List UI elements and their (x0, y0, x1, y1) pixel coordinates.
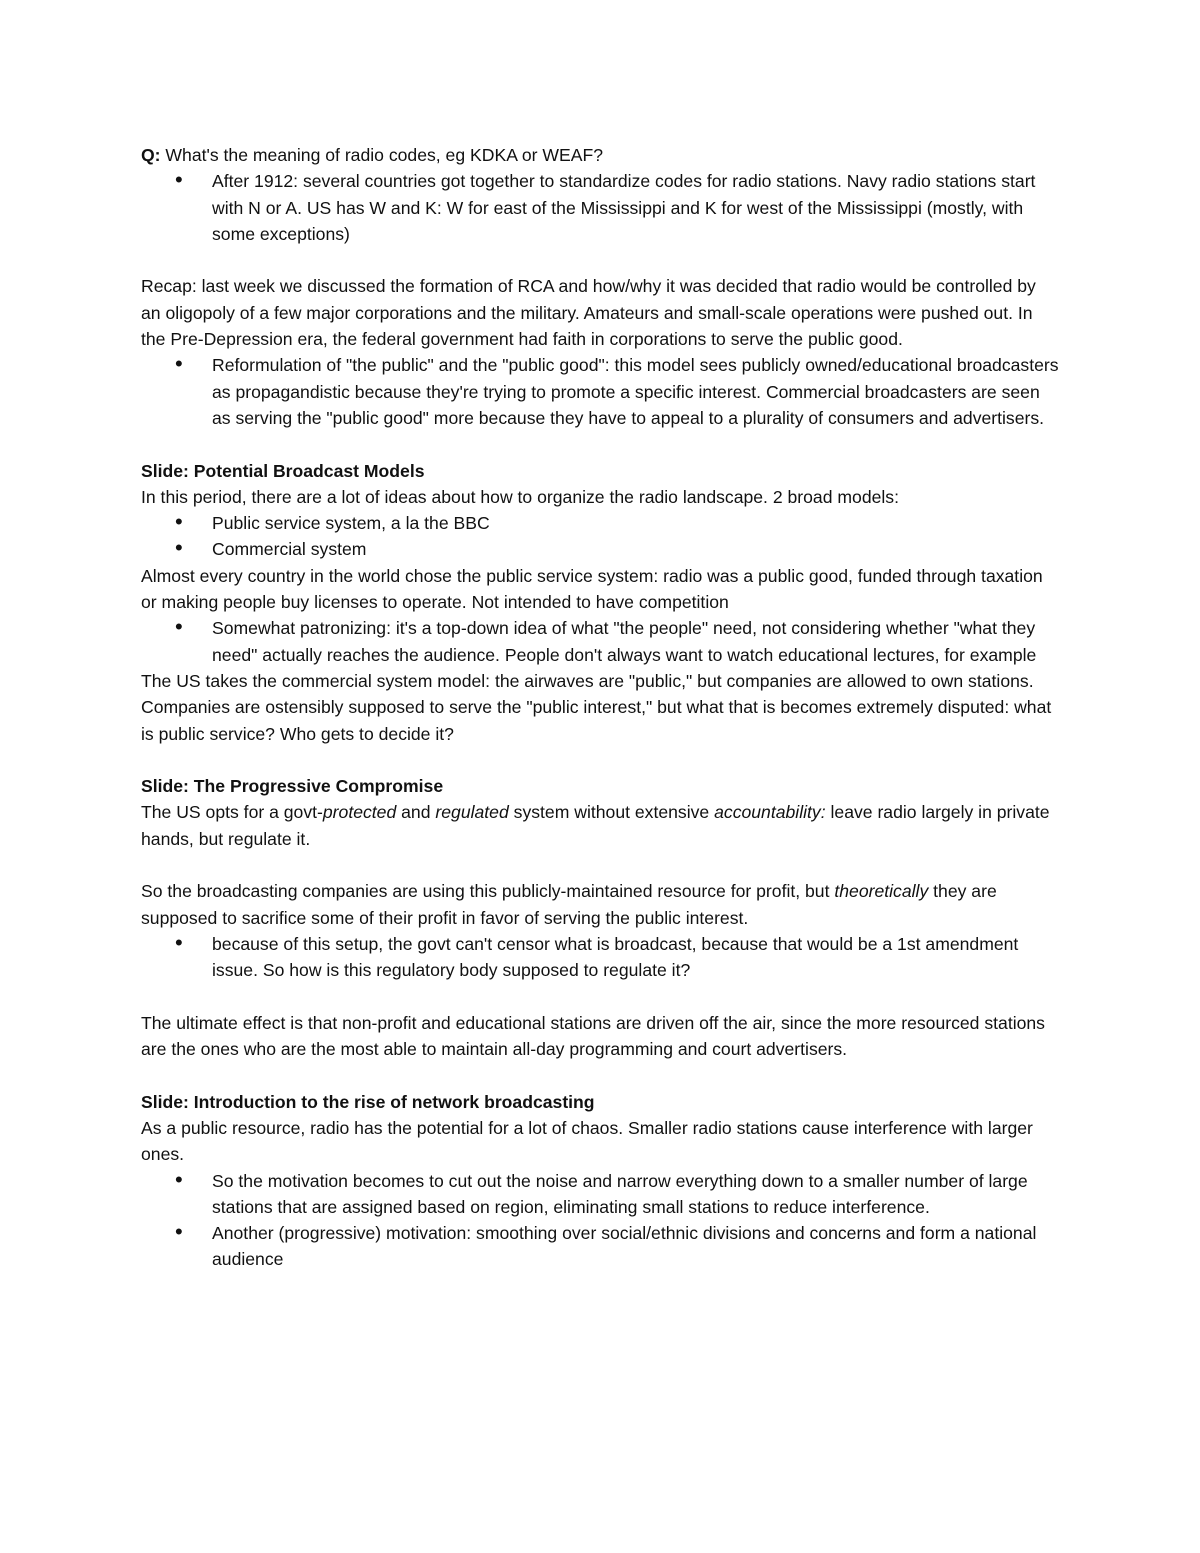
paragraph: In this period, there are a lot of ideas about how to organize the radio landscape. 2 broad models: (141, 486, 899, 507)
italic-text: theoretically (834, 881, 929, 902)
text-run: and (396, 802, 436, 823)
list-item: • So the motivation becomes to cut out the noise and narrow everything down to a smaller number of large stations that are assigned based on region, eliminating small stations to reduce interference. (212, 1168, 1060, 1221)
heading-text: Slide: Introduction to the rise of network broadcasting (141, 1091, 595, 1112)
paragraph (141, 799, 1060, 852)
heading-text: Slide: Potential Broadcast Models (141, 460, 425, 481)
list-item: • Somewhat patronizing: it's a top-down idea of what "the people" need, not considering whether "what they need" actually reaches the audience. People don't always want to watch educational lectures, for example (212, 615, 1060, 668)
italic-text: regulated (435, 802, 509, 823)
text-run: The US opts for a govt- (141, 802, 323, 823)
italic-text: protected (322, 802, 397, 823)
paragraph-gap (141, 247, 1060, 273)
text-run: So the broadcasting companies are using this publicly-maintained resource for profit, but (141, 881, 835, 902)
paragraph-gap (141, 984, 1060, 1010)
bullet-list (141, 615, 1060, 668)
text-run: system without extensive (508, 802, 715, 823)
section-heading (141, 1089, 1060, 1115)
question-text: What's the meaning of radio codes, eg KDKA or WEAF? (160, 145, 603, 165)
list-item: • After 1912: several countries got together to standardize codes for radio stations. Navy radio stations start with N or A. US has W and K: W for east of the Mississippi and K for west of the Mississippi (mostly, with some exceptions) (212, 168, 1060, 247)
list-item: • Another (progressive) motivation: smoothing over social/ethnic divisions and concerns and form a national audience (212, 1220, 1060, 1273)
paragraph-gap (141, 1062, 1060, 1088)
bullet-list (141, 1168, 1060, 1273)
paragraph-gap (141, 431, 1060, 457)
paragraph: As a public resource, radio has the potential for a lot of chaos. Smaller radio stations cause interference with larger ones. (141, 1117, 1033, 1165)
paragraph: The ultimate effect is that non-profit and educational stations are driven off the air, since the more resourced stations are the ones who are the most able to maintain all-day programming and court advertisers. (141, 1012, 1045, 1060)
paragraph: The US takes the commercial system model: the airwaves are "public," but companies are allowed to own stations. Companies are ostensibly supposed to serve the "public interest," but what that is becomes extremely disputed: what is public service? Who gets to decide it? (141, 670, 1052, 744)
recap-paragraph: Recap: last week we discussed the formation of RCA and how/why it was decided that radio would be controlled by an oligopoly of a few major corporations and the military. Amateurs and small-scale operations were pushed out. In the Pre-Depression era, the federal government had faith in corporations to serve the public good. (141, 276, 1036, 350)
text-run: they are supposed to sacrifice some of their profit in favor of serving the public interest. (141, 881, 997, 928)
bullet-list (141, 168, 1060, 247)
italic-text: accountability: (714, 802, 826, 823)
section-heading (141, 458, 1060, 484)
section-heading (141, 773, 1060, 799)
list-item: • Public service system, a la the BBC (212, 510, 1060, 536)
text-run: leave radio largely in private hands, but regulate it. (141, 802, 1050, 849)
paragraph-gap (141, 852, 1060, 878)
list-item: • Commercial system (212, 536, 1060, 562)
list-item: • Reformulation of "the public" and the "public good": this model sees publicly owned/educational broadcasters as propagandistic because they're trying to promote a specific interest. Commercial broadcasters are seen as serving the "public good" more because they have to appeal to a plurality of consumers and advertisers. (212, 352, 1060, 431)
bullet-list (141, 510, 1060, 563)
question-label: Q: (141, 145, 161, 165)
bullet-list (141, 931, 1060, 984)
list-item: • because of this setup, the govt can't censor what is broadcast, because that would be a 1st amendment issue. So how is this regulatory body supposed to regulate it? (212, 931, 1060, 984)
bullet-list (141, 352, 1060, 431)
question-line (141, 142, 1060, 168)
paragraph-gap (141, 747, 1060, 773)
heading-text: Slide: The Progressive Compromise (141, 776, 444, 797)
paragraph (141, 878, 1060, 931)
paragraph: Almost every country in the world chose the public service system: radio was a public good, funded through taxation or making people buy licenses to operate. Not intended to have competition (141, 565, 1043, 613)
